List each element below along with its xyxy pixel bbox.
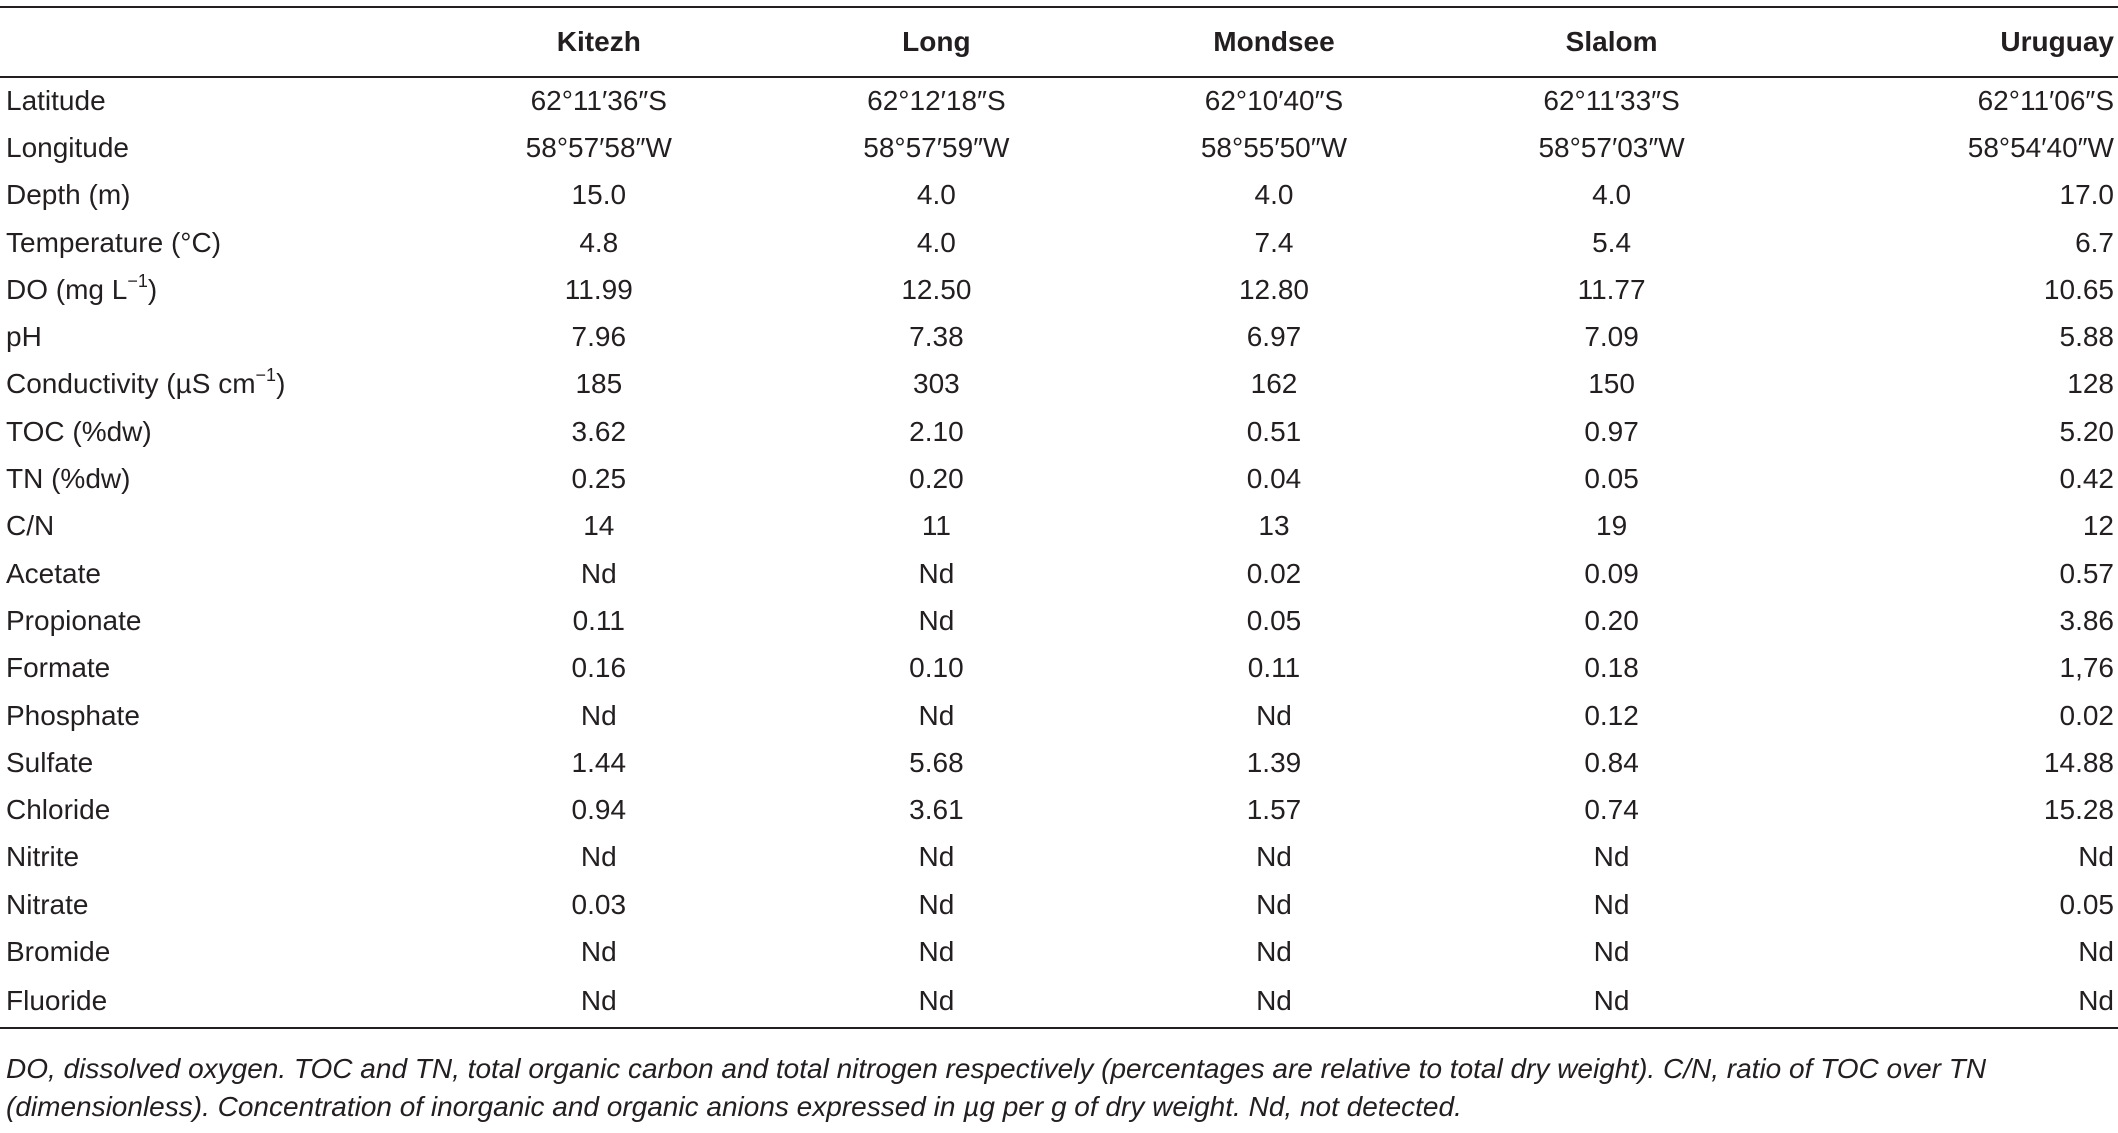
table-cell: 5.68 bbox=[909, 746, 964, 778]
row-label: Bromide bbox=[6, 935, 111, 967]
table-cell: 185 bbox=[575, 368, 623, 400]
column-header: Uruguay bbox=[1780, 7, 2118, 77]
table-cell: 4.0 bbox=[916, 179, 956, 211]
table-row bbox=[0, 455, 2118, 502]
table-cell: 58°57′58″W bbox=[525, 131, 672, 163]
table-cell: 150 bbox=[1588, 368, 1635, 400]
table-cell: 15.0 bbox=[571, 179, 627, 211]
table-cell: 17.0 bbox=[2059, 179, 2114, 211]
table-cell: 128 bbox=[2067, 368, 2114, 400]
table-row bbox=[0, 266, 2118, 313]
table-cell: 6.7 bbox=[2075, 226, 2114, 258]
table-cell: 3.86 bbox=[2059, 604, 2114, 636]
table-cell: Nd bbox=[580, 557, 617, 589]
table-cell: 0.09 bbox=[1584, 557, 1639, 589]
table-cell: 4.0 bbox=[1592, 179, 1632, 211]
lake-properties-table bbox=[0, 6, 2118, 1029]
table-cell: 7.38 bbox=[909, 321, 964, 353]
table-cell: 0.20 bbox=[909, 463, 964, 495]
row-label: Temperature (°C) bbox=[6, 226, 222, 258]
table-cell: 58°57′59″W bbox=[863, 131, 1010, 163]
row-label: Nitrate bbox=[6, 888, 89, 920]
table-cell: 0.94 bbox=[571, 794, 627, 826]
table-cell: Nd bbox=[918, 935, 955, 967]
table-cell: Nd bbox=[430, 976, 768, 1028]
table-cell: 1.57 bbox=[1246, 794, 1302, 826]
table-row bbox=[0, 313, 2118, 360]
table-cell: 5.20 bbox=[2059, 415, 2114, 447]
table-cell: 0.74 bbox=[1584, 794, 1639, 826]
table-cell: Nd bbox=[918, 699, 955, 731]
header-row bbox=[0, 7, 2118, 77]
table-row bbox=[0, 976, 2118, 1028]
table-cell: 14.88 bbox=[2043, 746, 2114, 778]
table-cell: 0.51 bbox=[1246, 415, 1302, 447]
row-label-text: Conductivity (µS cm bbox=[6, 368, 256, 400]
table-cell: Nd bbox=[580, 841, 617, 873]
table-cell: 0.97 bbox=[1584, 415, 1639, 447]
table-cell: 1.44 bbox=[571, 746, 627, 778]
table-cell: 19 bbox=[1596, 510, 1628, 542]
table-cell: Nd bbox=[2078, 935, 2114, 967]
table-row bbox=[0, 124, 2118, 171]
table-cell: 6.97 bbox=[1246, 321, 1302, 353]
table-cell: 4.0 bbox=[916, 226, 956, 258]
table-cell: 1.39 bbox=[1246, 746, 1302, 778]
table-cell: 0.18 bbox=[1584, 652, 1639, 684]
table-cell: 58°55′50″W bbox=[1200, 131, 1348, 163]
table-cell: Nd bbox=[1256, 841, 1292, 873]
table-cell: 13 bbox=[1258, 510, 1290, 542]
row-label-exponent: −1 bbox=[255, 365, 277, 386]
table-cell: 12.80 bbox=[1238, 273, 1310, 305]
column-header: Long bbox=[768, 7, 1106, 77]
table-row bbox=[0, 503, 2118, 550]
row-label: Propionate bbox=[6, 604, 142, 636]
row-label: Acetate bbox=[6, 557, 101, 589]
row-label: Latitude bbox=[6, 85, 106, 117]
table-cell: 4.8 bbox=[579, 226, 619, 258]
header-corner-cell bbox=[0, 7, 430, 77]
table-cell: Nd bbox=[918, 557, 955, 589]
table-cell: 0.05 bbox=[1246, 604, 1302, 636]
table-cell: 0.57 bbox=[2059, 557, 2114, 589]
table-cell: 0.20 bbox=[1584, 604, 1639, 636]
table-row bbox=[0, 881, 2118, 928]
table-cell: 0.05 bbox=[2059, 888, 2114, 920]
table-cell: Nd bbox=[580, 699, 617, 731]
row-label: TN (%dw) bbox=[6, 463, 131, 495]
table-cell: 3.61 bbox=[909, 794, 964, 826]
table-cell: 14 bbox=[583, 510, 615, 542]
table-row bbox=[0, 408, 2118, 455]
table-cell: Nd bbox=[1593, 888, 1630, 920]
row-label: Chloride bbox=[6, 794, 111, 826]
table-cell: Nd bbox=[768, 976, 1106, 1028]
table-cell: Nd bbox=[918, 888, 955, 920]
row-label: TOC (%dw) bbox=[6, 415, 152, 447]
table-row bbox=[0, 739, 2118, 786]
table-cell: 0.16 bbox=[571, 652, 627, 684]
row-label: Depth (m) bbox=[6, 179, 131, 211]
row-label: Nitrite bbox=[6, 841, 80, 873]
table-cell: 303 bbox=[913, 368, 960, 400]
table-cell: Nd bbox=[1256, 888, 1292, 920]
table-cell: 11.99 bbox=[564, 273, 633, 305]
table-cell: 7.96 bbox=[571, 321, 627, 353]
table-cell: 15.28 bbox=[2043, 794, 2114, 826]
table-cell: 1,76 bbox=[2059, 652, 2114, 684]
table-cell: 11.77 bbox=[1577, 273, 1646, 305]
row-label-suffix: ) bbox=[276, 368, 286, 400]
table-cell: 12 bbox=[2082, 510, 2114, 542]
row-label bbox=[0, 361, 430, 408]
table-cell: 4.0 bbox=[1254, 179, 1294, 211]
table-cell: 0.84 bbox=[1584, 746, 1639, 778]
data-table-container bbox=[0, 6, 2118, 1029]
table-cell: 0.04 bbox=[1246, 463, 1302, 495]
column-header: Mondsee bbox=[1105, 7, 1443, 77]
table-cell: Nd bbox=[1256, 935, 1292, 967]
table-cell: 12.50 bbox=[901, 273, 972, 305]
table-cell: 62°11′36″S bbox=[530, 85, 667, 117]
row-label-text: DO (mg L bbox=[6, 273, 128, 305]
table-cell: 0.11 bbox=[572, 604, 625, 636]
row-label-exponent: −1 bbox=[127, 270, 148, 291]
table-row bbox=[0, 834, 2118, 881]
table-row bbox=[0, 361, 2118, 408]
row-label: Longitude bbox=[6, 131, 130, 163]
table-cell: 10.65 bbox=[2043, 273, 2114, 305]
table-cell: 7.4 bbox=[1254, 226, 1294, 258]
table-cell: 62°11′06″S bbox=[1977, 85, 2114, 117]
table-cell: 62°12′18″S bbox=[867, 85, 1006, 117]
table-cell: Nd bbox=[1256, 699, 1292, 731]
table-cell: 0.05 bbox=[1584, 463, 1639, 495]
row-label: Phosphate bbox=[6, 699, 140, 731]
table-cell: 0.02 bbox=[1246, 557, 1302, 589]
table-cell: 162 bbox=[1250, 368, 1298, 400]
table-cell: 0.11 bbox=[1247, 652, 1301, 684]
table-cell: 58°54′40″W bbox=[1967, 131, 2114, 163]
row-label: Sulfate bbox=[6, 746, 94, 778]
table-cell: Nd bbox=[2078, 841, 2114, 873]
table-cell: 0.10 bbox=[909, 652, 964, 684]
row-label: pH bbox=[6, 321, 42, 353]
table-cell: 0.02 bbox=[2059, 699, 2114, 731]
table-row bbox=[0, 77, 2118, 124]
row-label: C/N bbox=[6, 510, 55, 542]
row-label bbox=[0, 266, 430, 313]
table-row bbox=[0, 219, 2118, 266]
table-cell: Nd bbox=[580, 935, 617, 967]
table-cell: 0.25 bbox=[571, 463, 627, 495]
table-cell: 0.03 bbox=[571, 888, 627, 920]
row-label: Fluoride bbox=[0, 976, 430, 1028]
column-header: Slalom bbox=[1443, 7, 1781, 77]
table-row bbox=[0, 645, 2118, 692]
table-cell: 62°11′33″S bbox=[1543, 85, 1680, 117]
table-cell: 7.09 bbox=[1584, 321, 1639, 353]
table-row bbox=[0, 928, 2118, 975]
table-row bbox=[0, 692, 2118, 739]
table-row bbox=[0, 786, 2118, 833]
table-header bbox=[0, 7, 2118, 77]
table-footnote: DO, dissolved oxygen. TOC and TN, total organic carbon and total nitrogen respectively (percentages are relative to total dry weight). C/N, ratio of TOC over TN (dimensionless). Concentration of inorganic and organic anions expressed in µg per g of dry weight. Nd, not detected. bbox=[6, 1053, 1987, 1122]
table-cell: 3.62 bbox=[571, 415, 627, 447]
table-cell: 0.12 bbox=[1584, 699, 1639, 731]
table-row bbox=[0, 550, 2118, 597]
table-cell: Nd bbox=[1105, 976, 1443, 1028]
table-body bbox=[0, 77, 2118, 1028]
table-cell: Nd bbox=[918, 604, 955, 636]
table-cell: Nd bbox=[1593, 935, 1630, 967]
table-cell: Nd bbox=[918, 841, 955, 873]
table-cell: Nd bbox=[1593, 841, 1630, 873]
table-cell: 2.10 bbox=[909, 415, 964, 447]
row-label-suffix: ) bbox=[147, 273, 158, 305]
table-cell: 5.88 bbox=[2059, 321, 2114, 353]
table-row bbox=[0, 597, 2118, 644]
table-cell: 62°10′40″S bbox=[1204, 85, 1344, 117]
table-cell: 0.42 bbox=[2059, 463, 2114, 495]
table-cell: 11 bbox=[921, 510, 951, 542]
table-cell: Nd bbox=[1443, 976, 1781, 1028]
column-header: Kitezh bbox=[430, 7, 768, 77]
table-cell: Nd bbox=[1780, 976, 2118, 1028]
table-cell: 58°57′03″W bbox=[1538, 131, 1685, 163]
row-label: Formate bbox=[6, 652, 111, 684]
table-cell: 5.4 bbox=[1592, 226, 1632, 258]
table-row bbox=[0, 172, 2118, 219]
